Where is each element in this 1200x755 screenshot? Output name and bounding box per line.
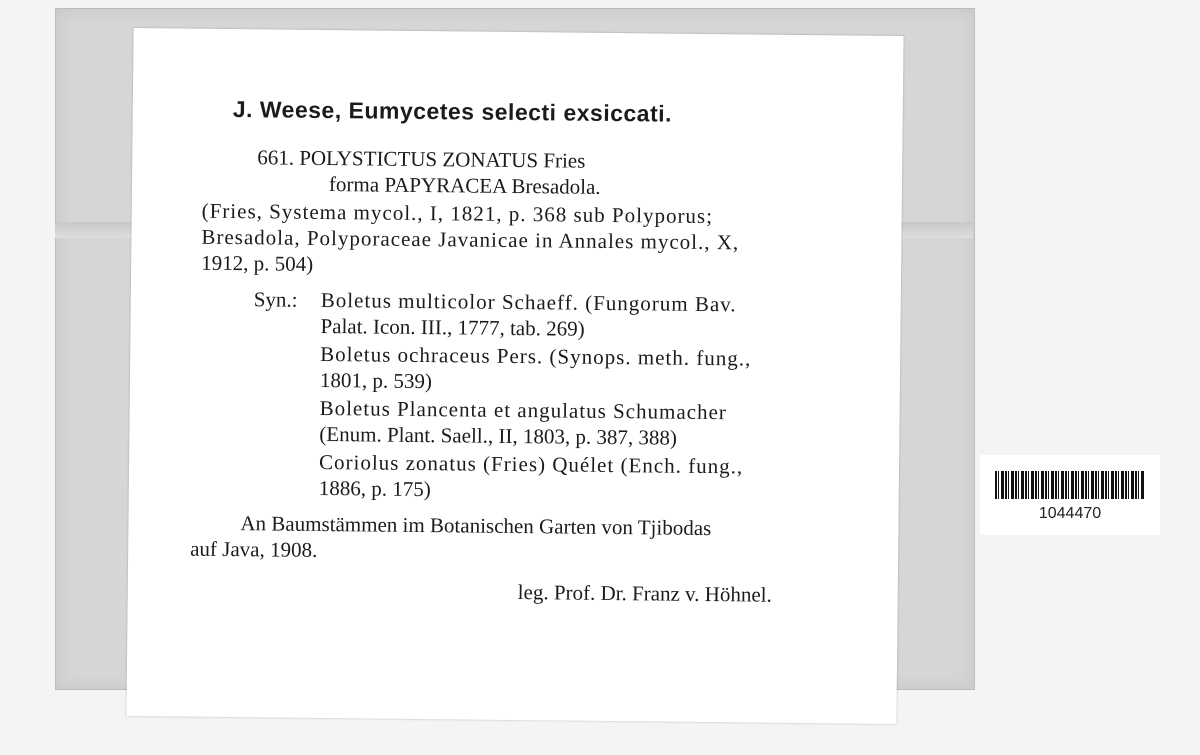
exsiccata-label <box>126 28 903 724</box>
reference-line-1: (Fries, Systema mycol., I, 1821, p. 368 sub Polyporus; <box>201 198 714 229</box>
synonym-1-line-2: Palat. Icon. III., 1777, tab. 269) <box>320 313 585 341</box>
barcode-number: 1044470 <box>1038 505 1102 522</box>
forma-name: forma PAPYRACEA Bresadola. <box>328 172 601 199</box>
species-name: 661. POLYSTICTUS ZONATUS Fries <box>257 145 586 173</box>
synonym-4-line-1: Coriolus zonatus (Fries) Quélet (Ench. fung., <box>318 449 744 479</box>
synonym-2-line-2: 1801, p. 539) <box>319 367 433 394</box>
reference-line-3: 1912, p. 504) <box>201 250 314 276</box>
synonym-4-line-2: 1886, p. 175) <box>318 475 431 502</box>
synonym-3-line-1: Boletus Plancenta et angulatus Schumacher <box>319 395 727 425</box>
habitat-line-1: An Baumstämmen im Botanischen Garten von Tjibodas <box>240 511 712 541</box>
barcode-icon <box>995 471 1145 499</box>
reference-line-2: Bresadola, Polyporaceae Javanicae in Annales mycol., X, <box>201 224 740 255</box>
collector: leg. Prof. Dr. Franz v. Höhnel. <box>517 580 772 607</box>
synonym-1-line-1: Boletus multicolor Schaeff. (Fungorum Bav. <box>320 287 737 317</box>
barcode-label <box>980 455 1160 535</box>
synonym-label: Syn.: <box>253 287 298 312</box>
habitat-line-2: auf Java, 1908. <box>190 536 318 562</box>
synonym-2-line-1: Boletus ochraceus Pers. (Synops. meth. fung., <box>320 341 752 371</box>
synonym-3-line-2: (Enum. Plant. Saell., II, 1803, p. 387, 388) <box>319 421 678 450</box>
label-title: J. Weese, Eumycetes selecti exsiccati. <box>232 96 673 127</box>
